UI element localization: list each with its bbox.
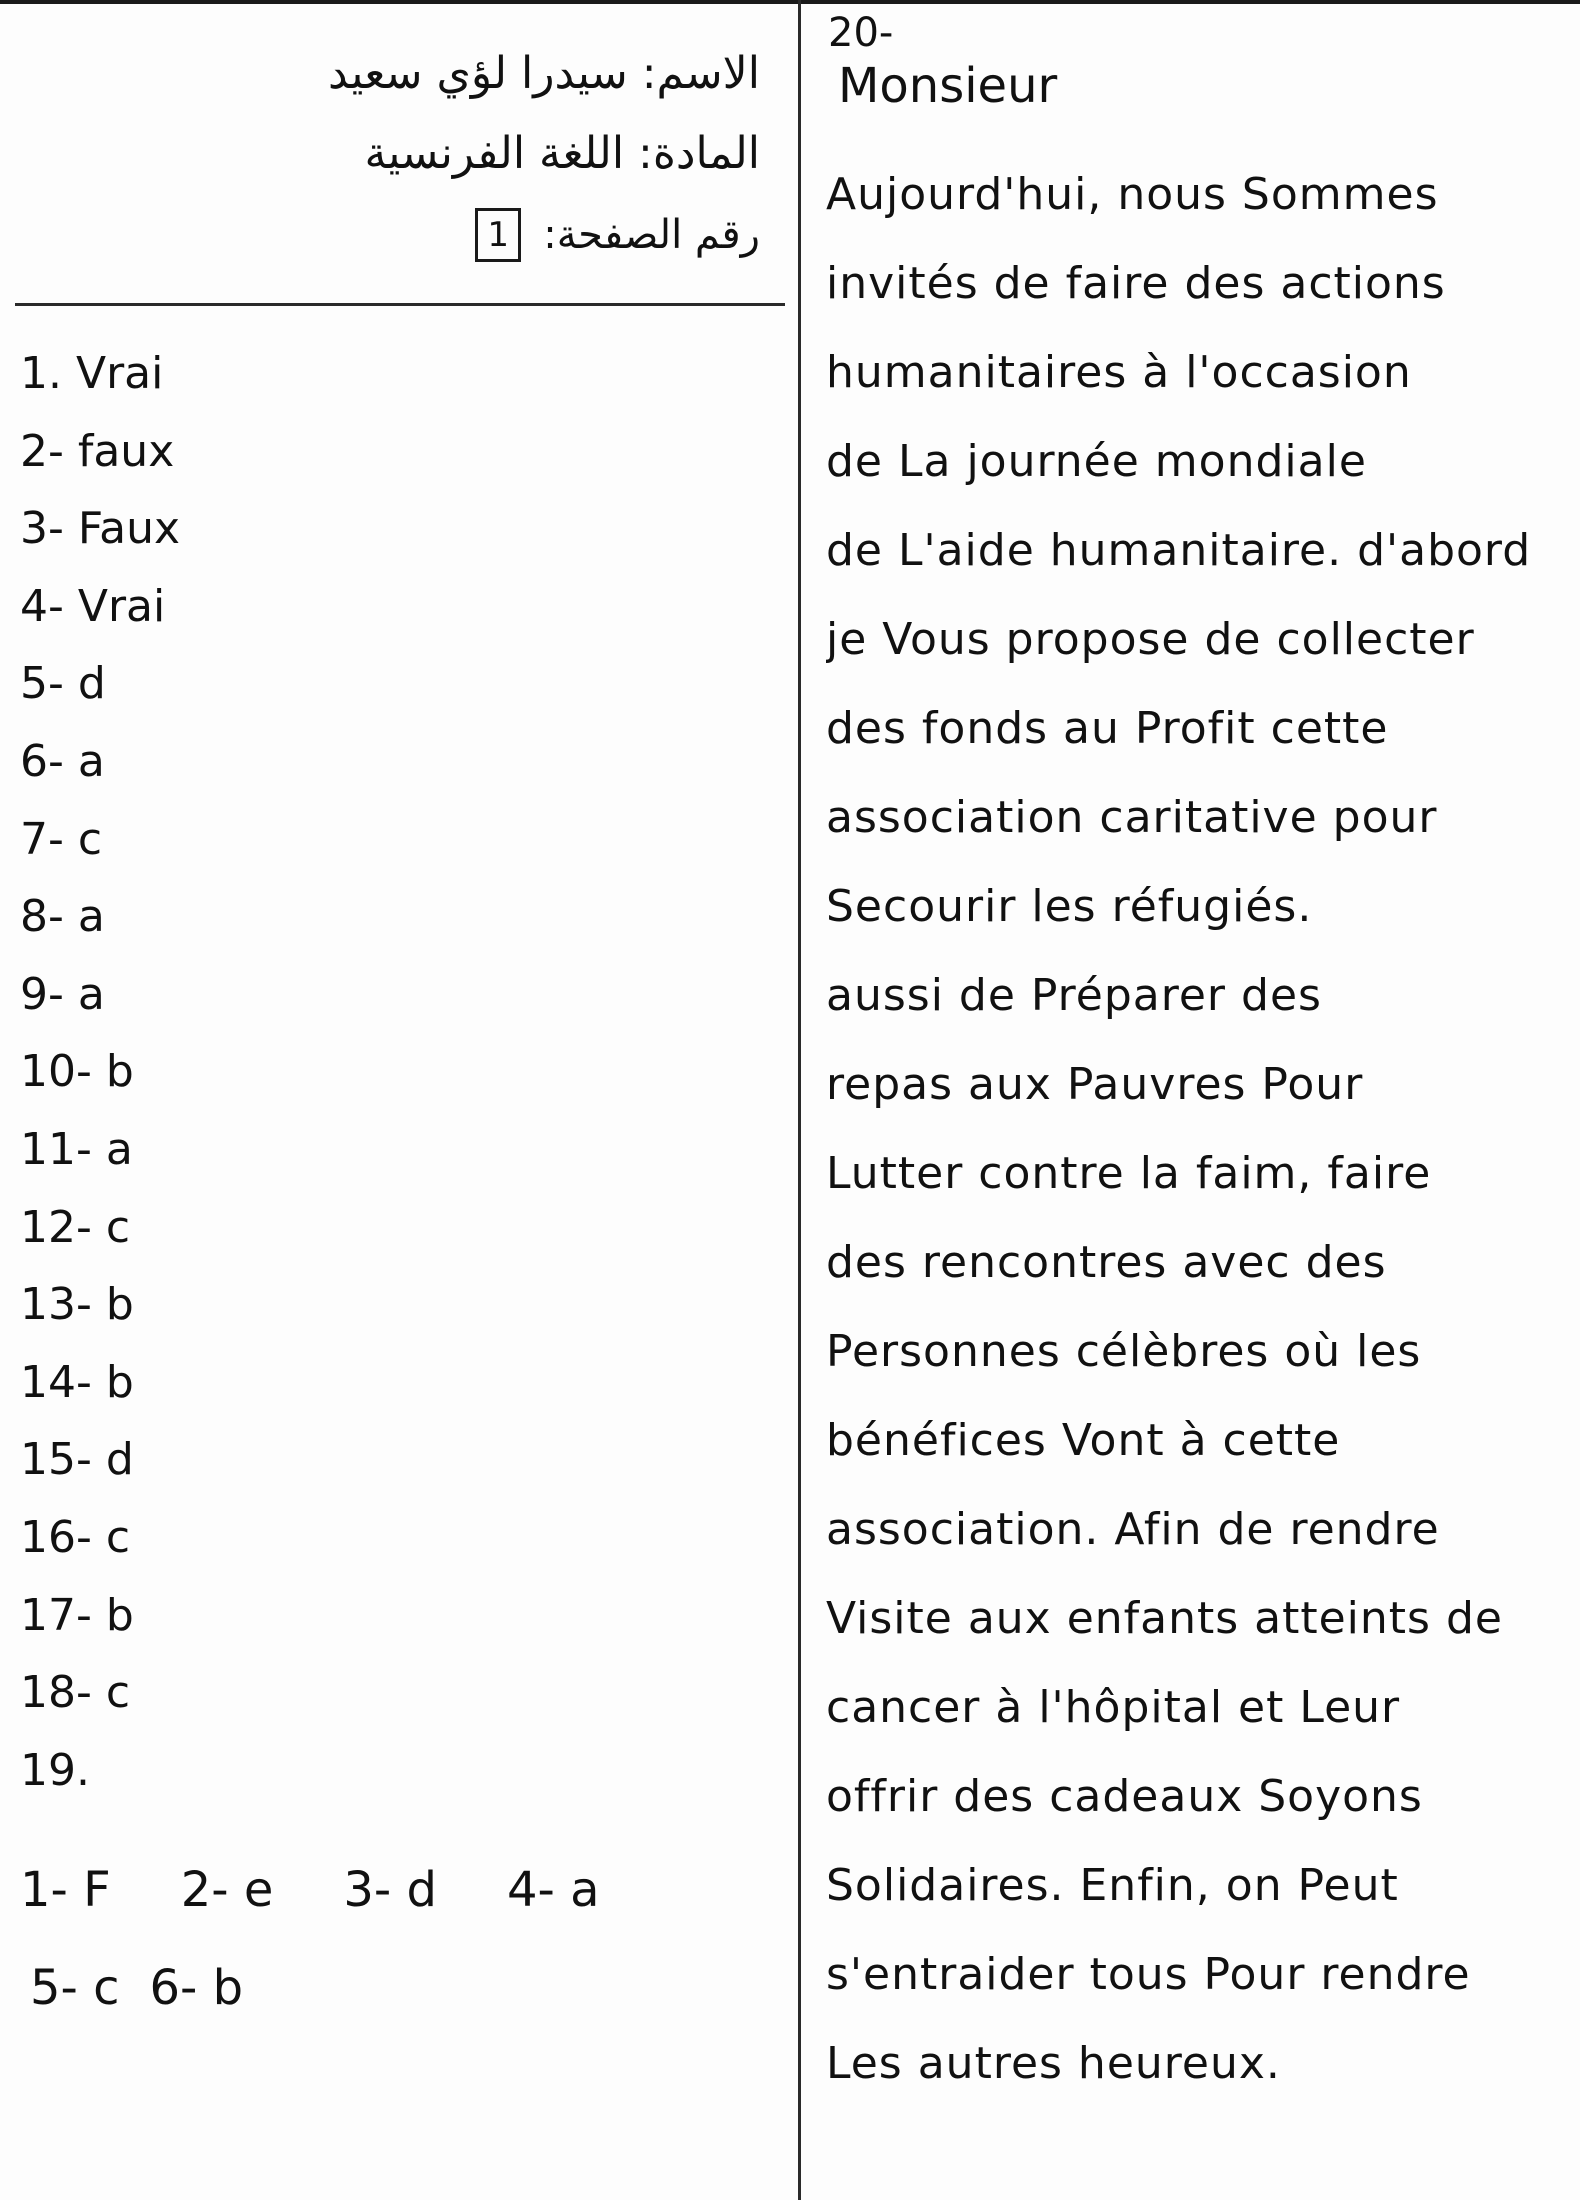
essay-line: je Vous propose de collecter — [826, 614, 1475, 665]
page-number-label: رقم الصفحة: — [543, 212, 760, 258]
answers-list — [20, 335, 780, 1809]
answer-7: 7- c — [20, 813, 103, 865]
essay-line: Aujourd'hui, nous Sommes — [826, 169, 1439, 220]
answer-3: 3- Faux — [20, 503, 181, 555]
matching-item: 2- e — [180, 1862, 274, 1918]
answer-15: 15- d — [20, 1434, 134, 1486]
subject-line: المادة: اللغة الفرنسية — [364, 128, 760, 179]
essay-line: association caritative pour — [826, 792, 1438, 843]
answer-19: 19. — [20, 1744, 90, 1796]
answer-6: 6- a — [20, 735, 105, 787]
student-name: الاسم: سيدرا لؤي سعيد — [327, 48, 760, 99]
essay-line: de La journée mondiale — [826, 436, 1367, 487]
top-edge — [0, 0, 1580, 4]
answer-13: 13- b — [20, 1279, 134, 1331]
answer-8: 8- a — [20, 891, 105, 943]
page-number-box: 1 — [475, 208, 521, 262]
essay-line: bénéfices Vont à cette — [826, 1415, 1341, 1466]
essay-line: Les autres heureux. — [826, 2038, 1281, 2089]
answer-16: 16- c — [20, 1511, 131, 1563]
essay-line: repas aux Pauvres Pour — [826, 1059, 1364, 1110]
essay-line: de L'aide humanitaire. d'abord — [826, 525, 1532, 576]
answer-5: 5- d — [20, 658, 106, 710]
essay-line: s'entraider tous Pour rendre — [826, 1949, 1471, 2000]
matching-item: 6- b — [149, 1960, 244, 2016]
matching-item: 1- F — [20, 1862, 111, 1918]
matching-item: 4- a — [506, 1862, 600, 1918]
matching-row-1 — [20, 1862, 600, 1918]
essay-line: humanitaires à l'occasion — [826, 347, 1412, 398]
answer-2: 2- faux — [20, 425, 175, 477]
answer-4: 4- Vrai — [20, 580, 166, 632]
matching-item: 5- c — [30, 1960, 120, 2016]
answer-11: 11- a — [20, 1123, 133, 1175]
answer-1: 1. Vrai — [20, 348, 164, 399]
essay-line: Secourir les réfugiés. — [826, 881, 1313, 932]
essay-line: invités de faire des actions — [826, 258, 1446, 309]
answer-18: 18- c — [20, 1667, 131, 1719]
essay-question-number: 20- — [828, 10, 894, 56]
matching-row-2 — [30, 1960, 243, 2016]
essay-line: cancer à l'hôpital et Leur — [826, 1682, 1401, 1733]
essay-line: Personnes célèbres où les — [826, 1326, 1422, 1377]
essay-line: Visite aux enfants atteints de — [826, 1593, 1503, 1644]
answer-10: 10- b — [20, 1046, 134, 1098]
header-separator — [15, 303, 785, 306]
essay-line: Solidaires. Enfin, on Peut — [826, 1860, 1399, 1911]
column-divider — [798, 0, 801, 2200]
essay-line: des fonds au Profit cette — [826, 703, 1389, 754]
essay-line: Lutter contre la faim, faire — [826, 1148, 1432, 1199]
answer-12: 12- c — [20, 1201, 131, 1253]
essay-line: offrir des cadeaux Soyons — [826, 1771, 1423, 1822]
matching-item: 3- d — [343, 1862, 437, 1918]
essay-text — [826, 150, 1576, 2108]
page-number-row — [475, 208, 760, 262]
answer-17: 17- b — [20, 1589, 134, 1641]
essay-line: aussi de Préparer des — [826, 970, 1322, 1021]
essay-salutation: Monsieur — [838, 58, 1058, 114]
answer-9: 9- a — [20, 968, 105, 1020]
answer-14: 14- b — [20, 1356, 134, 1408]
essay-line: association. Afin de rendre — [826, 1504, 1440, 1555]
essay-line: des rencontres avec des — [826, 1237, 1387, 1288]
